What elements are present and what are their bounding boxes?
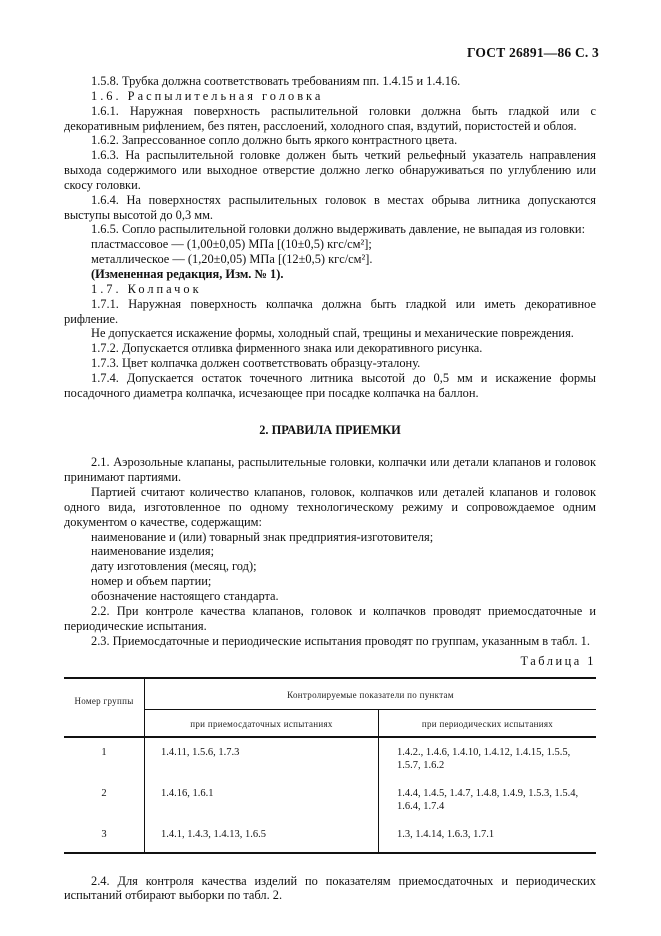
- table-caption: Таблица 1: [520, 654, 596, 669]
- para-2-4: 2.4. Для контроля качества изделий по показателям приемосдаточных и периодических испытаний отбирают выборки по табл. 2.: [64, 873, 596, 903]
- group-number: 2: [64, 780, 145, 821]
- periodic-items: 1.4.4, 1.4.5, 1.4.7, 1.4.8, 1.4.9, 1.5.3, 1.5.4, 1.6.4, 1.7.4: [397, 788, 579, 812]
- pressure-metal: металлическое — (1,20±0,05) МПа [(12±0,5) кгс/см²].: [91, 252, 373, 267]
- pressure-plastic: пластмассовое — (1,00±0,05) МПа [(10±0,5) кгс/см²];: [91, 237, 372, 252]
- para-2-1-b: Партией считают количество клапанов, головок, колпачков или деталей клапанов и головок одного вида, изготовленное по одному технологическому режиму и сопровождаемое одним документом о качестве, содержащим:: [64, 485, 596, 529]
- subsection-1-7-title: 1.7. Колпачок: [91, 281, 202, 296]
- group-number: 1: [64, 737, 145, 780]
- table-row: [64, 780, 596, 821]
- amendment-note: (Измененная редакция, Изм. № 1).: [91, 266, 284, 281]
- col-header-periodic: при периодических испытаниях: [421, 719, 554, 730]
- acceptance-items: 1.4.11, 1.5.6, 1.7.3: [145, 737, 379, 780]
- para-1-7-1-b: Не допускается искажение формы, холодный спай, трещины и механические повреждения.: [91, 326, 574, 341]
- para-1-7-2: 1.7.2. Допускается отливка фирменного знака или декоративного рисунка.: [91, 341, 483, 356]
- body-text: [64, 74, 596, 903]
- table-row: [64, 737, 596, 780]
- para-1-5-8: 1.5.8. Трубка должна соответствовать требованиям пп. 1.4.15 и 1.4.16.: [91, 74, 461, 88]
- para-2-3: 2.3. Приемосдаточные и периодические испытания проводят по группам, указанным в табл. 1.: [91, 633, 590, 648]
- para-1-6-5: 1.6.5. Сопло распылительной головки должно выдерживать давление, не выпадая из головки:: [91, 222, 586, 237]
- para-1-6-3: 1.6.3. На распылительной головке должен быть четкий рельефный указатель направления выхода содержимого или выходное отверстие должно легко обнаруживаться по углублению или скосу головки.: [64, 148, 596, 192]
- page-header: ГОСТ 26891—86 С. 3: [466, 45, 599, 60]
- para-2-2: 2.2. При контроле качества клапанов, головок и колпачков проводят приемосдаточные и периодические испытания.: [64, 603, 596, 633]
- table-bottom-rule: [64, 852, 596, 854]
- para-1-6-1: 1.6.1. Наружная поверхность распылительной головки должна быть гладкой или с декоративным рифлением, без пятен, расслоений, холодного спая, вздутий, пористостей и облоя.: [64, 103, 596, 133]
- acceptance-items: 1.4.1, 1.4.3, 1.4.13, 1.6.5: [145, 821, 379, 852]
- list-item: обозначение настоящего стандарта.: [91, 589, 279, 603]
- list-item: дату изготовления (месяц, год);: [91, 559, 257, 574]
- para-1-7-3: 1.7.3. Цвет колпачка должен соответствовать образцу-эталону.: [91, 356, 421, 371]
- col-header-main: Контролируемые показатели по пунктам: [145, 678, 597, 709]
- periodic-items: 1.4.2., 1.4.6, 1.4.10, 1.4.12, 1.4.15, 1.5.5, 1.5.7, 1.6.2: [379, 737, 597, 780]
- list-item: наименование и (или) товарный знак предприятия-изготовителя;: [91, 529, 434, 544]
- table-row: [64, 821, 596, 852]
- section-2-title: 2. ПРАВИЛА ПРИЕМКИ: [259, 422, 401, 437]
- group-number: 3: [64, 821, 145, 852]
- para-1-7-4: 1.7.4. Допускается остаток точечного литника высотой до 0,5 мм и искажение формы посадочного диаметра колпачка, исчезающее при посадке колпачка на баллон.: [64, 370, 596, 400]
- col-header-acceptance: при приемосдаточных испытаниях: [145, 710, 379, 738]
- acceptance-items: 1.4.16, 1.6.1: [145, 780, 379, 821]
- para-2-1: 2.1. Аэрозольные клапаны, распылительные головки, колпачки или детали клапанов и головок принимают партиями.: [64, 455, 596, 485]
- table-1: [64, 677, 596, 851]
- para-1-6-2: 1.6.2. Запрессованное сопло должно быть яркого контрастного цвета.: [91, 133, 458, 148]
- para-1-6-4: 1.6.4. На поверхностях распылительных головок в местах обрыва литника допускаются выступы высотой до 0,3 мм.: [64, 192, 596, 222]
- para-1-7-1: 1.7.1. Наружная поверхность колпачка должна быть гладкой или иметь декоративное рифление.: [64, 296, 596, 326]
- list-item: номер и объем партии;: [91, 574, 212, 589]
- periodic-items: 1.3, 1.4.14, 1.6.3, 1.7.1: [397, 829, 495, 841]
- col-header-group: Номер группы: [64, 678, 145, 737]
- subsection-1-6-title: 1.6. Распылительная головка: [91, 88, 324, 103]
- list-item: наименование изделия;: [91, 544, 215, 559]
